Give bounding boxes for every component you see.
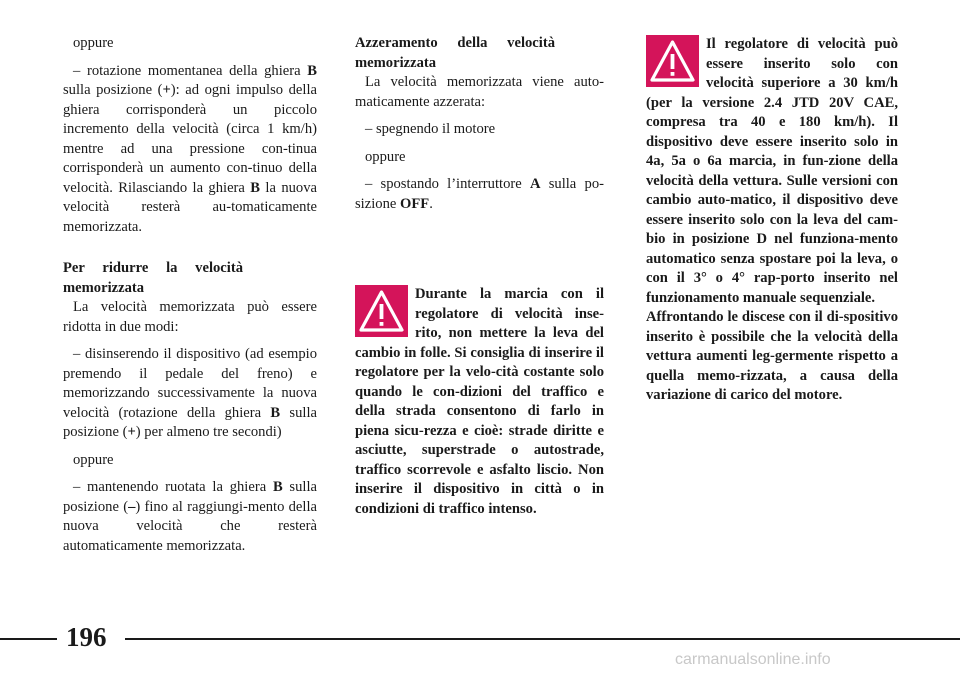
paragraph: La velocità memorizzata viene auto-maticamente azzerata: xyxy=(355,74,604,110)
paragraph: – disinserendo il dispositivo (ad esempio premendo il pedale del freno) e memorizzando successivamente la nuova velocità (rotazione della ghiera B sulla posizione (+) per almeno tre secondi) xyxy=(63,346,317,440)
paragraph: – mantenendo ruotata la ghiera B sulla posizione (–) fino al raggiungi-mento della nuova velocità che resterà automaticamente memorizzata. xyxy=(63,479,317,554)
warning-triangle-icon xyxy=(646,35,706,93)
warning-triangle-icon xyxy=(355,285,415,343)
footer-rule xyxy=(125,638,960,640)
footer-rule xyxy=(0,638,57,640)
section-heading: Azzeramento della velocità memorizzata xyxy=(355,35,555,71)
warning-text: Durante la marcia con il regolatore di velocità inse-rito, non mettere la leva del cambio in folle. Si consiglia di inserire il regolatore per la velo-cità costante solo quando le con-dizioni del traffico e della strada consentono di farlo in piena sicu-rezza e cioè: strade diritte e asciutte, superstrade o autostrade, traffico scorrevole e asfalto liscio. Non inserire il dispositivo in città o in condizioni di traffico intenso. xyxy=(355,286,604,517)
paragraph: oppure xyxy=(73,35,114,51)
paragraph: oppure xyxy=(73,451,114,468)
paragraph: – spostando l’interruttore A sulla po-sizione OFF. xyxy=(355,176,604,212)
paragraph: – rotazione momentanea della ghiera B sulla posizione (+): ad ogni impulso della ghiera corrisponderà un piccolo incremento della velocità (circa 1 km/h) mentre ad una pressione con-tinua corrisponderà un aumento con-tinuo della velocità. Rilasciando la ghiera B la nuova velocità resterà au-tomaticamente memorizzata. xyxy=(63,62,318,235)
watermark: carmanualsonline.info xyxy=(675,651,831,668)
section-heading: Per ridurre la velocità memorizzata xyxy=(63,260,243,296)
warning-text: Il regolatore di velocità può essere inserito solo con velocità superiore a 30 km/h (per la versione 2.4 JTD 20V CAE, compresa tra 40 e 180 km/h). Il dispositivo deve essere inserito solo in 4a, 5a o 6a marcia, in fun-zione della velocità della vettura. Sulle versioni con cambio auto-matico, il dispositivo deve essere inserito solo con la leva del cam-bio in posizione D nel funziona-mento automatico senza spostare poi la leva, o con il 3° o 4° rap-porto inserito nel funzionamento manuale sequenziale. xyxy=(646,36,898,306)
paragraph: oppure xyxy=(365,148,406,165)
page-number: 196 xyxy=(66,622,107,652)
paragraph: La velocità memorizzata può essere ridotta in due modi: xyxy=(63,299,317,335)
column-2 xyxy=(355,34,604,214)
warning-note xyxy=(355,285,604,519)
warning-note xyxy=(646,35,898,406)
warning-text: Affrontando le discese con il di-spositivo inserito è possibile che la velocità della vettura aumenti leg-germente rispetto a quella memo-rizzata, a causa della variazione di carico del motore. xyxy=(646,309,898,403)
paragraph: – spegnendo il motore xyxy=(365,121,496,137)
column-1 xyxy=(63,34,317,556)
